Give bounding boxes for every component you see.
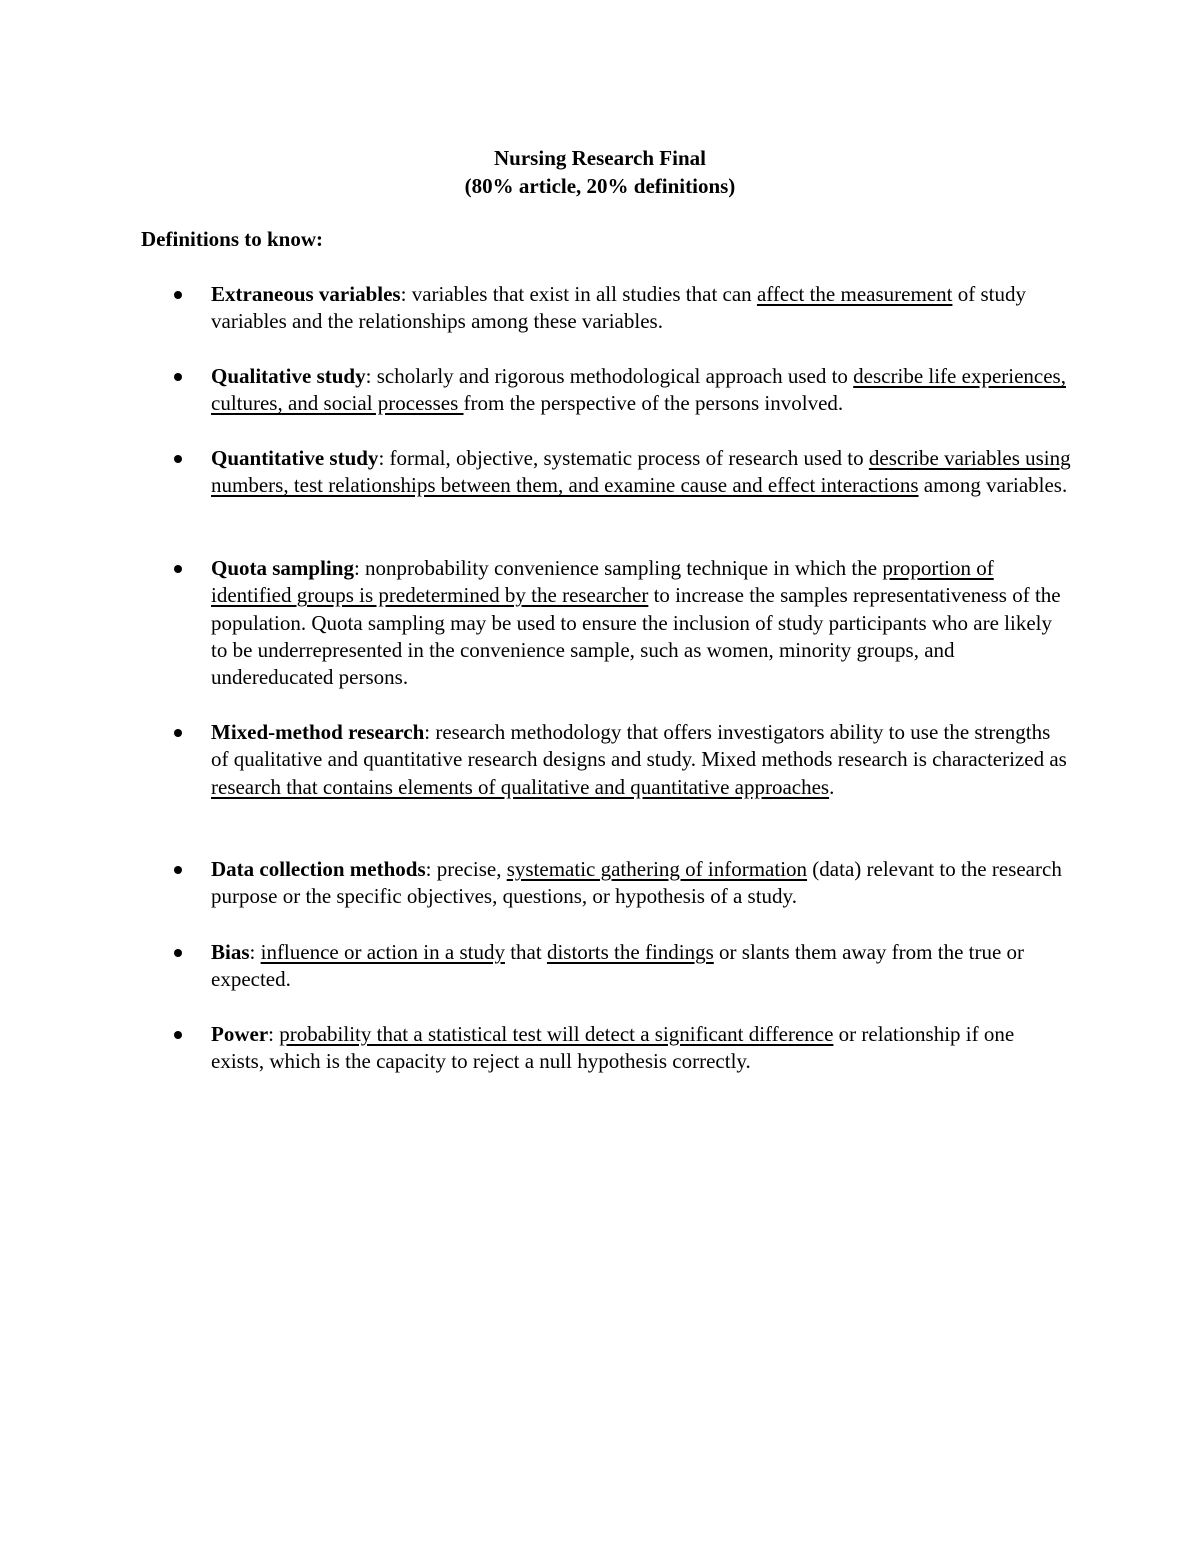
bullet-icon (174, 949, 182, 957)
definition-data-collection-methods (211, 856, 1071, 911)
definition-underlined-text: probability that a statistical test will detect a significant difference (279, 1022, 834, 1046)
definition-text: scholarly and rigorous methodological approach used to (376, 364, 854, 388)
definition-extraneous-variables (211, 281, 1071, 336)
bullet-icon (174, 291, 182, 299)
definition-text: variables that exist in all studies that can (411, 282, 757, 306)
definition-term: Power (211, 1022, 269, 1046)
definition-colon: : (400, 282, 412, 306)
document-subtitle: (80% article, 20% definitions) (464, 174, 736, 198)
bullet-icon (174, 1031, 182, 1039)
definition-text: or relationship if one exists, which is the capacity to reject a null hypothesis correctly. (211, 1022, 1015, 1074)
title-block (0, 144, 1200, 200)
definition-power (211, 1021, 1071, 1076)
definition-colon: : (268, 1022, 280, 1046)
definition-underlined-text: research that contains elements of qualitative and quantitative approaches (211, 774, 830, 799)
definition-colon: : (425, 857, 437, 881)
definition-colon: : (378, 446, 390, 470)
bullet-icon (174, 373, 182, 381)
bullet-icon (174, 866, 182, 874)
document-title: Nursing Research Final (494, 146, 706, 170)
bullet-icon (174, 729, 182, 737)
definition-underlined-text: affect the measurement (756, 282, 953, 306)
definition-term: Quota sampling (211, 556, 354, 580)
definition-text: (data) relevant to the research purpose or the specific objectives, questions, or hypothesis of a study. (211, 857, 1062, 909)
definition-underlined-text: distorts the findings (546, 940, 714, 964)
definition-quantitative-study (211, 445, 1071, 500)
definition-text: nonprobability convenience sampling technique in which the (365, 556, 883, 580)
definition-text: to increase the samples representativeness of the population. Quota sampling may be used to ensure the inclusion of study participants who are likely to be underrepresented in the convenience sample, such as women, minority groups, and undereducated persons. (211, 583, 1061, 690)
definition-colon: : (353, 556, 366, 580)
definition-colon: : (249, 940, 261, 964)
definition-underlined-text: describe variables using numbers, test relationships between them, and examine cause and effect interactions (211, 446, 1071, 498)
bullet-icon (174, 455, 182, 463)
definition-underlined-text: systematic gathering of information (506, 857, 808, 881)
definition-text: that (504, 940, 547, 964)
definition-qualitative-study (211, 363, 1071, 418)
definition-text: research methodology that offers investigators ability to use the strengths of qualitative and quantitative research designs and study. Mixed methods research is characterized as (211, 720, 1067, 772)
definition-text: formal, objective, systematic process of research used to (389, 446, 869, 470)
definition-mixed-method-research (211, 719, 1071, 801)
definition-term: Qualitative study (211, 364, 366, 388)
section-heading: Definitions to know: (141, 227, 324, 251)
definition-term: Extraneous variables (211, 282, 401, 306)
definition-term: Mixed-method research (211, 720, 425, 744)
definition-colon: : (424, 720, 436, 744)
definition-text: precise, (436, 857, 507, 881)
definition-colon: : (365, 364, 377, 388)
definition-text: of study variables and the relationships among these variables. (211, 282, 1026, 334)
definition-text: among variables. (918, 473, 1068, 498)
definition-text: or slants them away from the true or expected. (211, 940, 1025, 992)
definition-text: from the perspective of the persons involved. (463, 391, 844, 416)
definition-term: Data collection methods (211, 857, 426, 881)
definition-underlined-text: influence or action in a study (260, 940, 505, 964)
definition-underlined-text: proportion of identified groups is predetermined by the researcher (211, 556, 994, 608)
definition-quota-sampling (211, 555, 1071, 691)
definition-term: Quantitative study (211, 446, 379, 470)
bullet-icon (174, 565, 182, 573)
definition-text: . (829, 774, 835, 799)
definition-bias (211, 939, 1071, 994)
definition-term: Bias (211, 940, 250, 964)
definition-underlined-text: describe life experiences, cultures, and social processes (211, 364, 1066, 416)
